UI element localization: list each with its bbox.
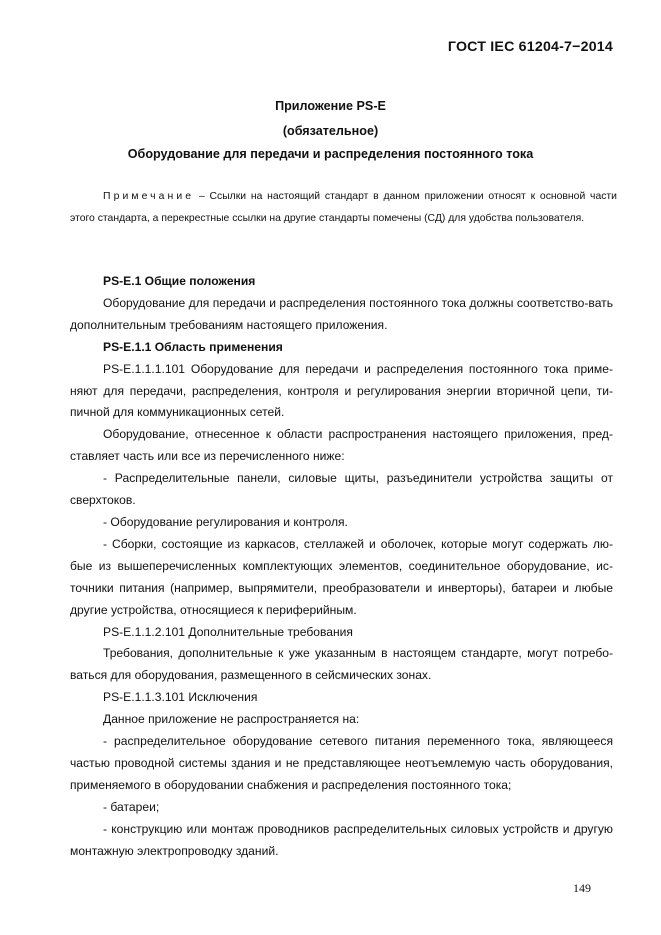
appendix-subject: Оборудование для передачи и распределения постоянного тока: [127, 147, 534, 161]
note-label: Примечание: [103, 191, 195, 202]
paragraph: Требования, дополнительные к уже указанным в настоящем стандарте, могут потребо-ваться для оборудования, размещенного в сейсмических зонах.: [70, 646, 613, 683]
page-number: 149: [573, 881, 591, 895]
list-item: - Оборудование регулирования и контроля.: [103, 514, 348, 529]
clause-heading-exclusions: PS-E.1.1.3.101 Исключения: [103, 690, 258, 705]
list-item: - Распределительные панели, силовые щиты, разъединители устройства защиты от сверхтоков.: [70, 471, 613, 508]
paragraph: PS-E.1.1.1.101 Оборудование для передачи и распределения постоянного тока приме-няют для передачи, распределения, контроля и регулирования энергии вторичной цепи, ти-пичной для коммуникационных сетей.: [70, 361, 613, 420]
section-heading-scope: PS-E.1.1 Область применения: [103, 339, 283, 354]
section-heading-general: PS-E.1 Общие положения: [103, 274, 256, 288]
note-text: – Ссылки на настоящий стандарт в данном приложении относят к основной части этого стандарта, а перекрестные ссылки на другие стандарты помечены (СД) для удобства пользователя.: [70, 191, 617, 224]
paragraph: Оборудование, отнесенное к области распространения настоящего приложения, пред-ставляет часть или все из перечисленного ниже:: [70, 427, 613, 464]
paragraph: Оборудование для передачи и распределения постоянного тока должны соответство-вать дополнительным требованиям настоящего приложения.: [70, 295, 613, 332]
document-body: [70, 271, 613, 862]
appendix-status: (обязательное): [282, 124, 379, 138]
clause-heading-additional-requirements: PS-E.1.1.2.101 Дополнительные требования: [103, 624, 353, 639]
list-item: - конструкцию или монтаж проводников распределительных силовых устройств и другую монтажную электропроводку зданий.: [70, 821, 613, 858]
note-paragraph: [70, 186, 617, 230]
list-item: - распределительное оборудование сетевого питания переменного тока, являющееся частью проводной системы здания и не представляющее неотъемлемую часть оборудования, применяемого в оборудовании снабжения и распределения постоянного тока;: [70, 734, 613, 792]
list-item: - батареи;: [103, 799, 160, 814]
paragraph: Данное приложение не распространяется на:: [103, 712, 360, 727]
appendix-title: Приложение PS-E: [275, 99, 386, 113]
standard-designation: ГОСТ IEC 61204-7−2014: [447, 39, 613, 55]
list-item: - Сборки, состоящие из каркасов, стеллажей и оболочек, которые могут содержать лю-бые из вышеперечисленных комплектующих элементов, соединительное оборудование, ис-точники питания (например, выпрямители, преобразователи и инверторы), батареи и любые другие устройства, относящиеся к периферийным.: [70, 536, 613, 617]
